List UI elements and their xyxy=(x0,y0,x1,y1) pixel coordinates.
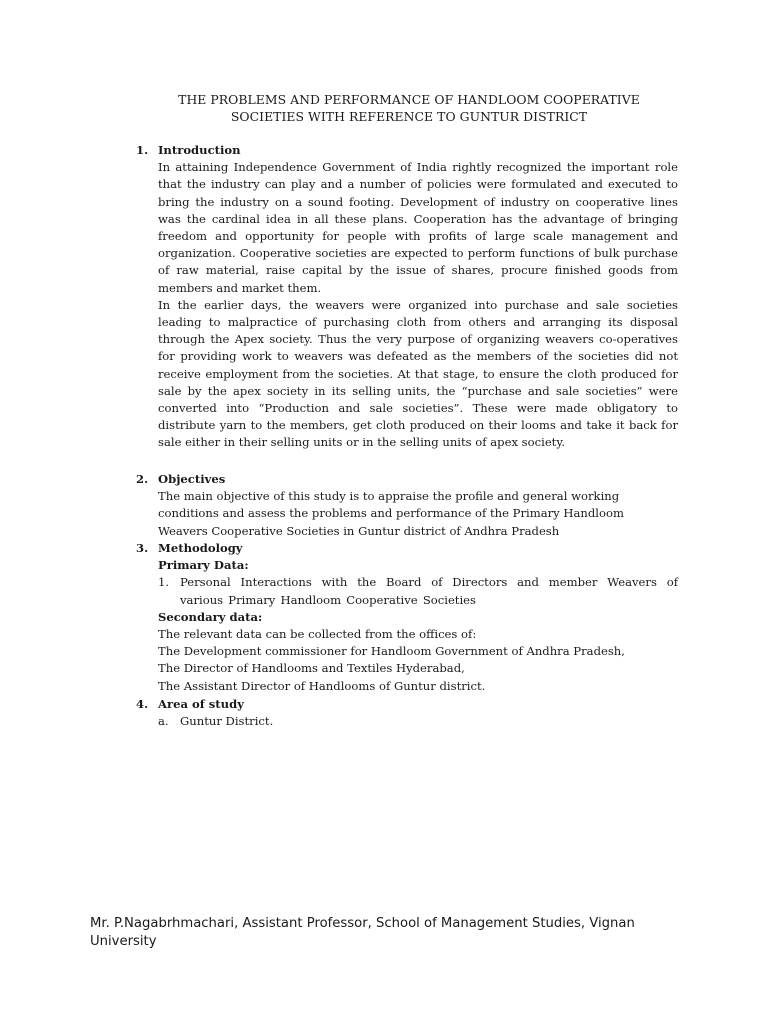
objectives-line: The main objective of this study is to appraise the profile and general working xyxy=(158,489,620,504)
objectives-line: conditions and assess the problems and performance of the Primary Handloom xyxy=(158,506,624,521)
secondary-data-line: The Director of Handlooms and Textiles Hyderabad, xyxy=(158,661,465,676)
section-heading xyxy=(136,471,678,488)
intro-paragraph-2: In the earlier days, the weavers were organized into purchase and sale societies leading to malpractice of purchasing cloth from others and arranging its disposal through the Apex society. Thus the very purpose of organizing weavers co-operatives for providing work to weavers was defeated as the members of the societies did not receive employment from the societies. At that stage, to ensure the cloth produced for sale by the apex society in its selling units, the “purchase and sale societies” were converted into “Production and sale societies”. These were made obligatory to distribute yarn to the members, get cloth produced on their looms and take it back for sale either in their selling units or in the selling units of apex society. xyxy=(158,297,678,450)
area-item xyxy=(158,713,678,730)
item-line: various Primary Handloom Cooperative Societies xyxy=(180,592,476,607)
section-title: Methodology xyxy=(158,541,243,555)
section-title: Introduction xyxy=(158,143,241,157)
footer-line: Mr. P.Nagabrhmachari, Assistant Professor, School of Management Studies, Vignan xyxy=(90,916,635,931)
author-footer xyxy=(90,915,690,951)
title-line-1: THE PROBLEMS AND PERFORMANCE OF HANDLOOM COOPERATIVE xyxy=(178,92,640,107)
section-heading xyxy=(136,696,678,713)
section-number: 1. xyxy=(136,143,149,157)
title-line-2: SOCIETIES WITH REFERENCE TO GUNTUR DISTRICT xyxy=(230,109,588,124)
section-methodology xyxy=(136,540,678,695)
item-number: 1. xyxy=(158,575,170,590)
secondary-data-line: The Development commissioner for Handloom Government of Andhra Pradesh, xyxy=(158,644,625,659)
section-objectives xyxy=(136,471,678,540)
item-text: Guntur District. xyxy=(180,714,274,729)
intro-paragraph-1: In attaining Independence Government of India rightly recognized the important role that the industry can play and a number of policies were formulated and executed to bring the industry on a sound footing. Development of industry on cooperative lines was the cardinal idea in all these plans. Cooperation has the advantage of bringing freedom and opportunity for people with profits of large scale management and organization. Cooperative societies are expected to perform functions of bulk purchase of raw material, raise capital by the issue of shares, procure finished goods from members and market them. xyxy=(158,160,678,295)
document-title xyxy=(120,91,698,125)
item-letter: a. xyxy=(158,714,169,729)
objectives-line: Weavers Cooperative Societies in Guntur district of Andhra Pradesh xyxy=(158,523,560,538)
section-heading xyxy=(136,540,678,557)
secondary-data-line: The relevant data can be collected from the offices of: xyxy=(158,627,477,642)
section-title: Area of study xyxy=(158,697,244,711)
item-line: Personal Interactions with the Board of Directors and member Weavers of xyxy=(180,575,678,590)
section-number: 2. xyxy=(136,472,149,486)
section-heading xyxy=(136,142,678,159)
primary-data-heading: Primary Data: xyxy=(158,558,249,573)
section-title: Objectives xyxy=(158,472,226,486)
section-number: 4. xyxy=(136,697,149,711)
section-introduction xyxy=(136,142,678,452)
section-area-of-study xyxy=(136,696,678,730)
footer-line: University xyxy=(90,934,157,949)
secondary-data-heading: Secondary data: xyxy=(158,609,263,624)
primary-data-item xyxy=(158,574,678,608)
secondary-data-line: The Assistant Director of Handlooms of Guntur district. xyxy=(158,678,486,693)
section-number: 3. xyxy=(136,541,149,555)
